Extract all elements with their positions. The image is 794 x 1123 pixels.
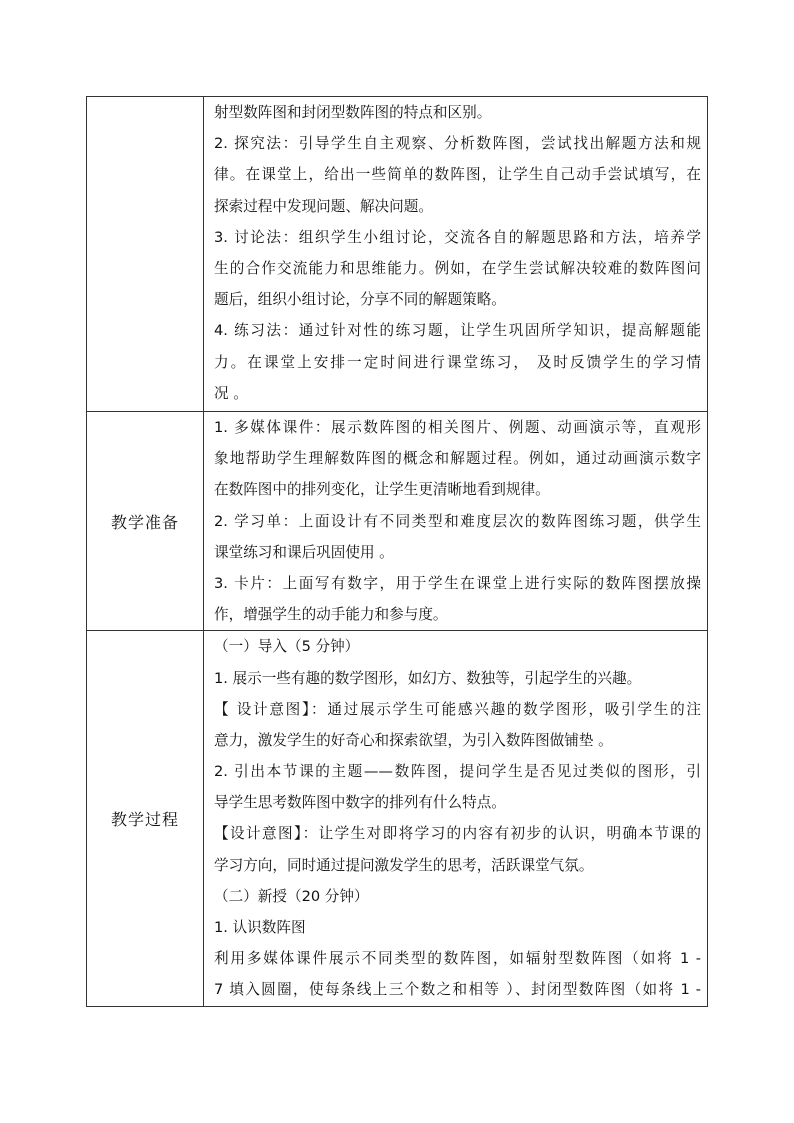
text-line: 2. 学习单：上面设计有不同类型和难度层次的数阵图练习题，供学生 — [214, 512, 701, 530]
row-label-process: 教学过程 — [87, 631, 204, 1006]
text-line: 探索过程中发现问题、解决问题。 — [214, 197, 433, 215]
text-line: 1. 认识数阵图 — [214, 919, 306, 936]
text-line: 7 填入圆圈，使每条线上三个数之和相等 ）、封闭型数阵图（如将 1 - — [214, 981, 701, 999]
text-line: 射型数阵图和封闭型数阵图的特点和区别。 — [214, 104, 492, 121]
lesson-plan-table — [86, 96, 708, 1007]
text-line: 况 。 — [214, 384, 248, 402]
text-line: （一）导入（5 分钟） — [214, 638, 360, 656]
table-row-methods — [87, 97, 708, 412]
text-line: 律。在课堂上，给出一些简单的数阵图，让学生自己动手尝试填写，在 — [214, 166, 701, 184]
text-line: 3. 卡片：上面写有数字，用于学生在课堂上进行实际的数阵图摆放操 — [214, 574, 701, 592]
text-line: 4. 练习法：通过针对性的练习题，让学生巩固所学知识，提高解题能 — [214, 322, 701, 340]
text-line: 【设计意图】：让学生对即将学习的内容有初步的认识，明确本节课的 — [214, 825, 701, 843]
text-line: 1. 多媒体课件：展示数阵图的相关图片、例题、动画演示等，直观形 — [214, 419, 701, 436]
text-line: 【 设计意图】：通过展示学生可能感兴趣的数学图形，吸引学生的注 — [214, 700, 701, 718]
text-line: 2. 引出本节课的主题——数阵图，提问学生是否见过类似的图形，引 — [214, 763, 701, 781]
text-line: 作，增强学生的动手能力和参与度。 — [214, 606, 448, 624]
content-cell-preparation — [204, 412, 708, 631]
content-cell-methods — [204, 97, 708, 412]
text-line: 1. 展示一些有趣的数学图形，如幻方、数独等，引起学生的兴趣。 — [214, 669, 642, 687]
text-line: 课堂练习和课后巩固使用 。 — [214, 543, 394, 561]
text-line: 2. 探究法：引导学生自主观察、分析数阵图，尝试找出解题方法和规 — [214, 135, 701, 153]
text-line: 在数阵图中的排列变化，让学生更清晰地看到规律。 — [214, 481, 550, 499]
text-line: 利用多媒体课件展示不同类型的数阵图，如辐射型数阵图（如将 1 - — [214, 950, 701, 968]
table-row-preparation — [87, 412, 708, 631]
text-line: 生的合作交流能力和思维能力。例如，在学生尝试解决较难的数阵图问 — [214, 259, 701, 277]
text-line: 导学生思考数阵图中数字的排列有什么特点。 — [214, 794, 506, 812]
text-line: （二）新授（20 分钟） — [214, 887, 369, 905]
table-row-process — [87, 631, 708, 1006]
text-line: 力。在课堂上安排一定时间进行课堂练习， 及时反馈学生的学习情 — [214, 353, 701, 371]
text-line: 题后，组织小组讨论，分享不同的解题策略。 — [214, 291, 506, 309]
text-line: 3. 讨论法：组织学生小组讨论，交流各自的解题思路和方法，培养学 — [214, 228, 701, 246]
row-label-methods — [87, 97, 204, 412]
text-line: 学习方向，同时通过提问激发学生的思考，活跃课堂气氛。 — [214, 856, 594, 874]
text-line: 象地帮助学生理解数阵图的概念和解题过程。例如，通过动画演示数字 — [214, 450, 701, 468]
content-cell-process — [204, 631, 708, 1006]
row-label-preparation: 教学准备 — [87, 412, 204, 631]
text-line: 意力，激发学生的好奇心和探索欲望，为引入数阵图做铺垫 。 — [214, 731, 613, 749]
